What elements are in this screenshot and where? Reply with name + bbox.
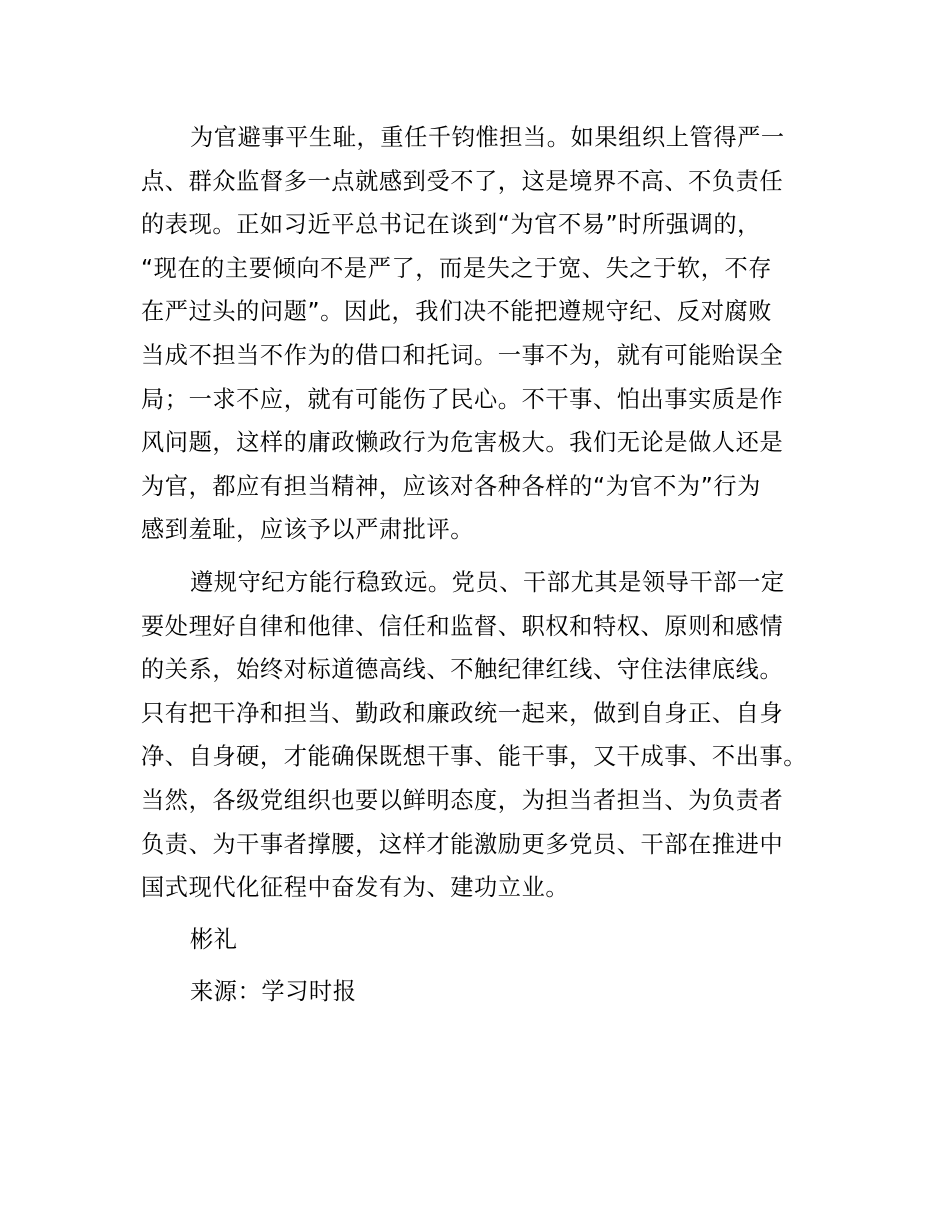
text-line: 当然，各级党组织也要以鲜明态度，为担当者担当、为负责者: [141, 786, 784, 814]
text-line: 当成不担当不作为的借口和托词。一事不为，就有可能贻误全: [141, 341, 784, 369]
text-line: 遵规守纪方能行稳致远。党员、干部尤其是领导干部一定: [190, 569, 785, 596]
paragraph-1: [141, 116, 841, 552]
text-line: 在严过头的问题”。因此，我们决不能把遵规守纪、反对腐败: [141, 298, 773, 326]
text-line: 国式现代化征程中奋发有为、建功立业。: [141, 874, 570, 902]
text-line: 的关系，始终对标道德高线、不触纪律红线、守住法律底线。: [141, 656, 784, 684]
author-name: 彬礼: [190, 926, 238, 953]
text-line: 只有把干净和担当、勤政和廉政统一起来，做到自身正、自身: [141, 699, 784, 727]
text-line: 为官，都应有担当精神，应该对各种各样的“为官不为”行为: [141, 472, 761, 500]
text-line: 感到羞耻，应该予以严肃批评。: [141, 516, 475, 544]
author-line: [141, 918, 841, 962]
source-line: [141, 970, 841, 1014]
text-line: 净、自身硬，才能确保既想干事、能干事，又干成事、不出事。: [141, 743, 808, 771]
text-line: “现在的主要倾向不是严了，而是失之于宽、失之于软，不存: [141, 254, 773, 282]
text-line: 为官避事平生耻，重任千钧惟担当。如果组织上管得严一: [190, 124, 785, 151]
text-line: 风问题，这样的庸政懒政行为危害极大。我们无论是做人还是: [141, 429, 784, 457]
text-line: 局；一求不应，就有可能伤了民心。不干事、怕出事实质是作: [141, 385, 784, 413]
text-line: 的表现。正如习近平总书记在谈到“为官不易”时所强调的，: [141, 211, 761, 239]
text-line: 点、群众监督多一点就感到受不了，这是境界不高、不负责任: [141, 167, 784, 195]
text-line: 要处理好自律和他律、信任和监督、职权和特权、原则和感情: [141, 612, 784, 640]
text-line: 负责、为干事者撑腰，这样才能激励更多党员、干部在推进中: [141, 830, 784, 858]
source-credit: 来源：学习时报: [190, 978, 357, 1005]
paragraph-2: [141, 561, 841, 910]
